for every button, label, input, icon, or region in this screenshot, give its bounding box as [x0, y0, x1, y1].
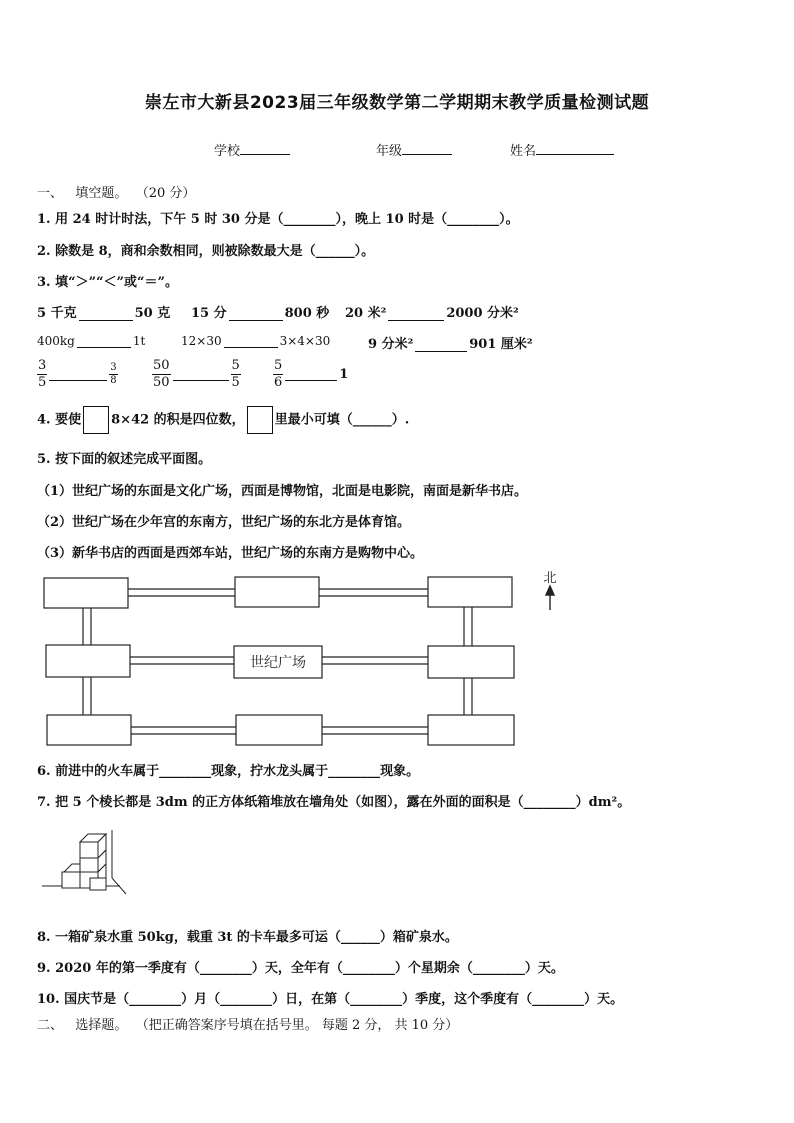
- q4-pre: 要使: [55, 412, 82, 428]
- section-2-heading: [37, 1014, 458, 1033]
- map-box-nw[interactable]: [44, 578, 128, 608]
- page-title: 崇左市大新县2023届三年级数学第二学期期末教学质量检测试题: [144, 93, 650, 113]
- q3-num: 3.: [37, 275, 51, 290]
- map-box-s[interactable]: [236, 715, 322, 745]
- q3-row-2-item-3: [368, 333, 533, 352]
- grade-field: [376, 140, 452, 159]
- q3-r2-b: 1t: [132, 334, 146, 348]
- q3-r1-blank-2[interactable]: [229, 306, 283, 321]
- section-1-title: 填空题。: [75, 186, 128, 201]
- name-blank[interactable]: [536, 140, 614, 155]
- q5-text: 按下面的叙述完成平面图。: [55, 452, 212, 467]
- q3-r1-f: 2000 分米²: [446, 306, 519, 321]
- fraction: $\frac{5}{5}$: [231, 358, 240, 390]
- section-2-title: 选择题。: [75, 1018, 128, 1033]
- q3-r2-blank-2[interactable]: [224, 333, 278, 348]
- q7-text: 把 5 个棱长都是 3dm 的正方体纸箱堆放在墙角处（如图），露在外面的面积是（________）dm²。: [55, 795, 631, 810]
- q3-r1-b: 50 克: [134, 306, 171, 321]
- q3-frac-item-1: [37, 358, 118, 391]
- fraction: $\frac{5}{6}$: [274, 358, 283, 390]
- question-9: [37, 957, 564, 976]
- section-1-score: （20 分）: [135, 186, 196, 201]
- q3-r1-a: 5 千克: [37, 306, 77, 321]
- q3-row-1-item-1: [37, 302, 170, 321]
- north-label: 北: [543, 571, 557, 586]
- q9-num: 9.: [37, 961, 51, 976]
- question-5: [37, 448, 211, 467]
- q3-row-2-item-1: [37, 333, 145, 348]
- q3-r1-d: 800 秒: [284, 306, 330, 321]
- question-8: [37, 926, 458, 945]
- q3-r1-blank-3[interactable]: [388, 306, 444, 321]
- q3-text: 填“＞”“＜”或“＝”。: [55, 275, 178, 290]
- question-1: [37, 208, 519, 227]
- q3-r2-e: 9 分米²: [368, 337, 414, 352]
- q3-r2-blank-3[interactable]: [415, 337, 467, 352]
- map-center-label: 世纪广场: [250, 655, 306, 671]
- q4-post: 里最小可填（______）.: [274, 412, 410, 428]
- fraction: $\frac{3}{5}$: [38, 358, 47, 390]
- q5-item-1: （1）世纪广场的东面是文化广场，西面是博物馆，北面是电影院，南面是新华书店。: [37, 484, 528, 499]
- grade-blank[interactable]: [402, 140, 452, 155]
- q10-text: 国庆节是（________）月（________）日，在第（________）季度，这个季度有（________）天。: [64, 992, 624, 1007]
- q3-r1-e: 20 米²: [345, 306, 387, 321]
- q3-r2-c: 12×30: [181, 334, 222, 348]
- q3-r3-blank-2[interactable]: [173, 366, 229, 381]
- school-label: 学校: [214, 144, 241, 159]
- q3-frac-item-3: [273, 358, 348, 391]
- question-4: [37, 406, 409, 434]
- fraction: $\frac{50}{50}$: [153, 358, 170, 390]
- section-2-note: （把正确答案序号填在括号里。 每题 2 分， 共 10 分）: [135, 1018, 459, 1033]
- q9-text: 2020 年的第一季度有（________）天，全年有（________）个星期余（________）天。: [55, 961, 564, 976]
- q2-num: 2.: [37, 244, 51, 259]
- cube-stack-figure: [40, 828, 130, 898]
- q4-num: 4.: [37, 412, 51, 428]
- section-1-num: 一、: [37, 186, 64, 201]
- q7-num: 7.: [37, 795, 51, 810]
- map-box-n[interactable]: [235, 577, 319, 607]
- q3-row-2-item-2: [181, 333, 330, 348]
- q3-r2-blank-1[interactable]: [77, 333, 131, 348]
- question-6: [37, 760, 419, 779]
- q4-digit-box[interactable]: [83, 406, 109, 434]
- q3-r2-a: 400kg: [37, 334, 75, 348]
- q8-num: 8.: [37, 930, 51, 945]
- q6-text: 前进中的火车属于________现象，拧水龙头属于________现象。: [55, 764, 420, 779]
- q4-mid: 8×42 的积是四位数，: [111, 412, 245, 428]
- question-7: [37, 791, 630, 810]
- q6-num: 6.: [37, 764, 51, 779]
- map-box-w[interactable]: [46, 645, 130, 677]
- q3-r2-f: 901 厘米²: [469, 337, 533, 352]
- name-label: 姓名: [510, 144, 537, 159]
- q3-r1-c: 15 分: [191, 306, 227, 321]
- q1-num: 1.: [37, 212, 51, 227]
- name-field: [510, 140, 614, 159]
- question-3: [37, 271, 178, 290]
- q3-r2-d: 3×4×30: [279, 334, 331, 348]
- fraction: $\frac{3}{8}$: [110, 362, 117, 386]
- grade-label: 年级: [376, 144, 403, 159]
- q3-r3-blank-1[interactable]: [49, 366, 107, 381]
- q1-text: 用 24 时计时法，下午 5 时 30 分是（________），晚上 10 时是（________）。: [55, 212, 519, 227]
- question-10: [37, 988, 623, 1007]
- q4-digit-box-2: [247, 406, 273, 434]
- q3-r3-whole: 1: [339, 367, 349, 382]
- q8-text: 一箱矿泉水重 50kg，载重 3t 的卡车最多可运（______）箱矿泉水。: [55, 930, 458, 945]
- q5-num: 5.: [37, 452, 51, 467]
- school-blank[interactable]: [240, 140, 290, 155]
- q3-r1-blank-1[interactable]: [79, 306, 133, 321]
- map-box-e[interactable]: [428, 646, 514, 678]
- plan-map: [38, 568, 578, 753]
- q5-item-3: （3）新华书店的西面是西郊车站，世纪广场的东南方是购物中心。: [37, 546, 424, 561]
- section-2-num: 二、: [37, 1018, 64, 1033]
- q3-row-1-item-3: [345, 302, 519, 321]
- q2-text: 除数是 8，商和余数相同，则被除数最大是（______）。: [55, 244, 375, 259]
- map-box-ne[interactable]: [428, 577, 512, 607]
- q3-row-1-item-2: [191, 302, 329, 321]
- map-box-sw[interactable]: [47, 715, 131, 745]
- question-2: [37, 240, 374, 259]
- school-field: [214, 140, 290, 159]
- q3-frac-item-2: [152, 358, 241, 391]
- section-1-heading: [37, 182, 195, 201]
- q3-r3-blank-3[interactable]: [285, 366, 337, 381]
- q10-num: 10.: [37, 992, 60, 1007]
- q5-item-2: （2）世纪广场在少年宫的东南方，世纪广场的东北方是体育馆。: [37, 515, 411, 530]
- north-arrow-icon: [546, 586, 554, 610]
- map-box-se[interactable]: [428, 715, 514, 745]
